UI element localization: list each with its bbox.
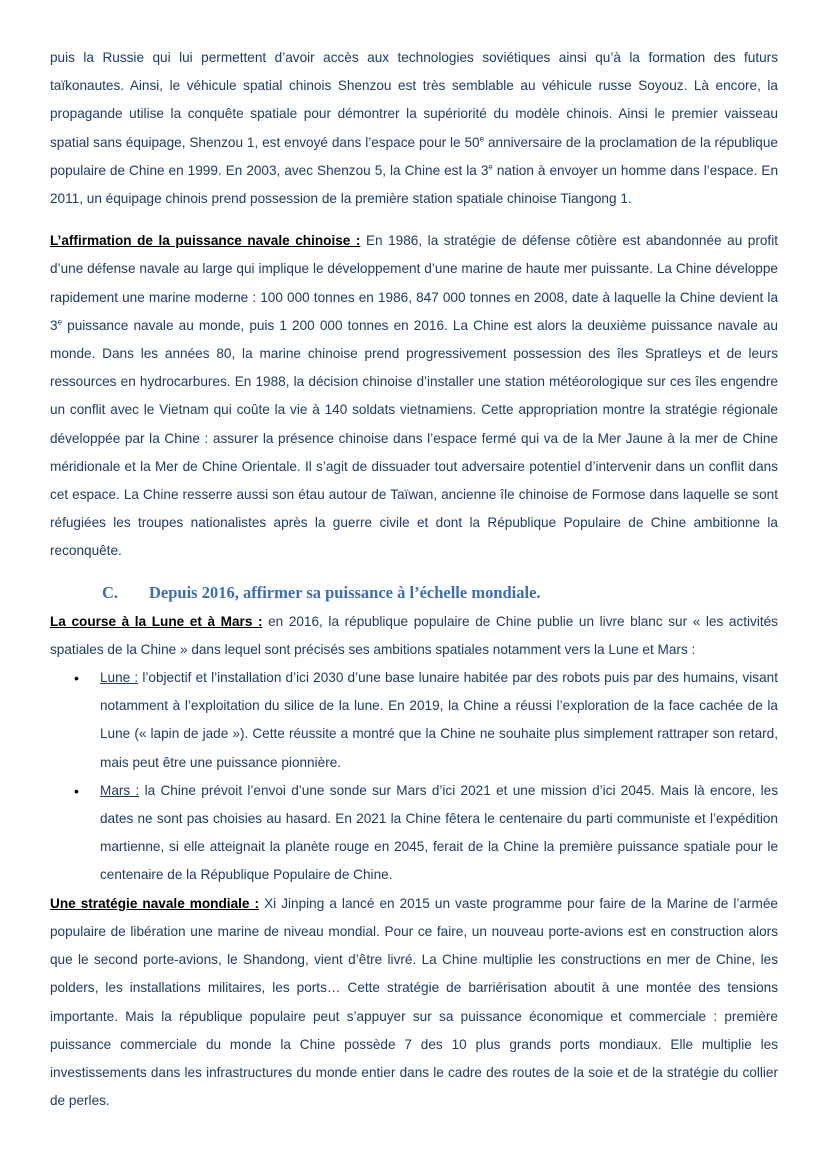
- section-heading: [50, 578, 778, 608]
- bullet-text: la Chine prévoit l’envoi d’une sonde sur Mars d’ici 2021 et une mission d’ici 2045. Mais là encore, les dates ne sont pas choisies au hasard. En 2021 la Chine fêtera le centenaire du parti communiste et l’expédition martienne, si elle atteignait la planète rouge en 2045, ferait de la Chine la première puissance spatiale pour le centenaire de la République Populaire de Chine.: [100, 782, 779, 883]
- paragraph-world-naval-strategy: [50, 890, 778, 1116]
- text-run: En 1986, la stratégie de défense côtière est abandonnée au profit d’une défense navale au large qui implique le développement d’une marine de haute mer puissante. La Chine développe rapidement une marine moderne : 100 000 tonnes en 1986, 847 000 tonnes en 2008, date à laquelle la Chine devient la 3: [50, 233, 778, 333]
- list-item: [50, 777, 778, 890]
- bullet-icon: •: [74, 670, 79, 687]
- bullet-icon: •: [74, 782, 79, 799]
- text-run: anniversaire de la proclamation de la république populaire de Chine en 1999. En 2003, avec Shenzou 5, la Chine est la 3: [50, 134, 778, 178]
- bullet-label: Mars :: [100, 782, 140, 798]
- section-title: Depuis 2016, affirmer sa puissance à l’échelle mondiale.: [149, 582, 541, 602]
- bullet-label: Lune :: [100, 670, 139, 686]
- paragraph-moon-mars: [50, 608, 778, 664]
- paragraph-lead: La course à la Lune et à Mars :: [50, 613, 263, 629]
- text-run: puissance navale au monde, puis 1 200 000 tonnes en 2016. La Chine est alors la deuxième puissance navale au monde. Dans les années 80, la marine chinoise prend progressivement possession des îles Spratleys et de leurs ressources en hydrocarbures. En 1988, la décision chinoise d’installer une station météorologique sur ces îles engendre un conflit avec le Vietnam qui coûte la vie à 140 soldats vietnamiens. Cette appropriation montre la stratégie régionale développée par la Chine : assurer la présence chinoise dans l’espace fermé qui va de la Mer Jaune à la mer de Chine méridionale et la Mer de Chine Orientale. Il s’agit de dissuader tout adversaire potentiel d’intervenir dans un conflit dans cet espace. La Chine resserre aussi son étau autour de Taïwan, ancienne île chinoise de Formose dans laquelle se sont réfugiées les troupes nationalistes après la guerre civile et dont la République Populaire de Chine ambitionne la reconquête.: [50, 317, 778, 559]
- bullet-list: [50, 664, 778, 890]
- text-run: nation à envoyer un homme dans l’espace. En 2011, un équipage chinois prend possession de la première station spatiale chinoise Tiangong 1.: [50, 162, 778, 207]
- text-run: puis la Russie qui lui permettent d’avoir accès aux technologies soviétiques ainsi qu’à la formation des futurs taïkonautes. Ainsi, le véhicule spatial chinois Shenzou est très semblable au véhicule russe Soyouz. Là encore, la propagande utilise la conquête spatiale pour démontrer la supériorité du modèle chinois. Ainsi le premier vaisseau spatial sans équipage, Shenzou 1, est envoyé dans l’espace pour le 50: [50, 50, 778, 150]
- superscript: e: [479, 134, 485, 144]
- section-letter: C.: [102, 582, 119, 602]
- bullet-text: l’objectif et l’installation d’ici 2030 d’une base lunaire habitée par des robots puis par des humains, visant notamment à l’exploitation du silice de la lune. En 2019, la Chine a réussi l’exploration de la face cachée de la Lune (« lapin de jade »). Cette réussite a montré que la Chine ne souhaite plus simplement rattraper son retard, mais peut être une puissance pionnière.: [100, 670, 778, 770]
- superscript: e: [57, 317, 63, 327]
- paragraph-lead: L’affirmation de la puissance navale chinoise :: [50, 233, 361, 249]
- paragraph-naval-power: [50, 227, 778, 565]
- superscript: e: [488, 162, 493, 172]
- paragraph-space-program: [50, 44, 778, 213]
- text-run: en 2016, la république populaire de Chine publie un livre blanc sur « les activités spatiales de la Chine » dans lequel sont précisés ses ambitions spatiales notamment vers la Lune et Mars :: [50, 613, 778, 657]
- list-item: [50, 664, 778, 777]
- document-page: [50, 44, 778, 1115]
- paragraph-lead: Une stratégie navale mondiale :: [50, 895, 260, 911]
- text-run: Xi Jinping a lancé en 2015 un vaste programme pour faire de la Marine de l’armée populaire de libération une marine de niveau mondial. Pour ce faire, un nouveau porte-avions est en construction alors que le second porte-avions, le Shandong, vient d’être livré. La Chine multiplie les constructions en mer de Chine, les polders, les installations militaires, les ports… Cette stratégie de barriérisation aboutit à une montée des tensions importante. Mais la république populaire peut s’appuyer sur sa puissance économique et commerciale : première puissance commerciale du monde la Chine possède 7 des 10 plus grands ports mondiaux. Elle multiplie les investissements dans les infrastructures du monde entier dans le cadre des routes de la soie et de la stratégie du collier de perles.: [50, 895, 778, 1109]
